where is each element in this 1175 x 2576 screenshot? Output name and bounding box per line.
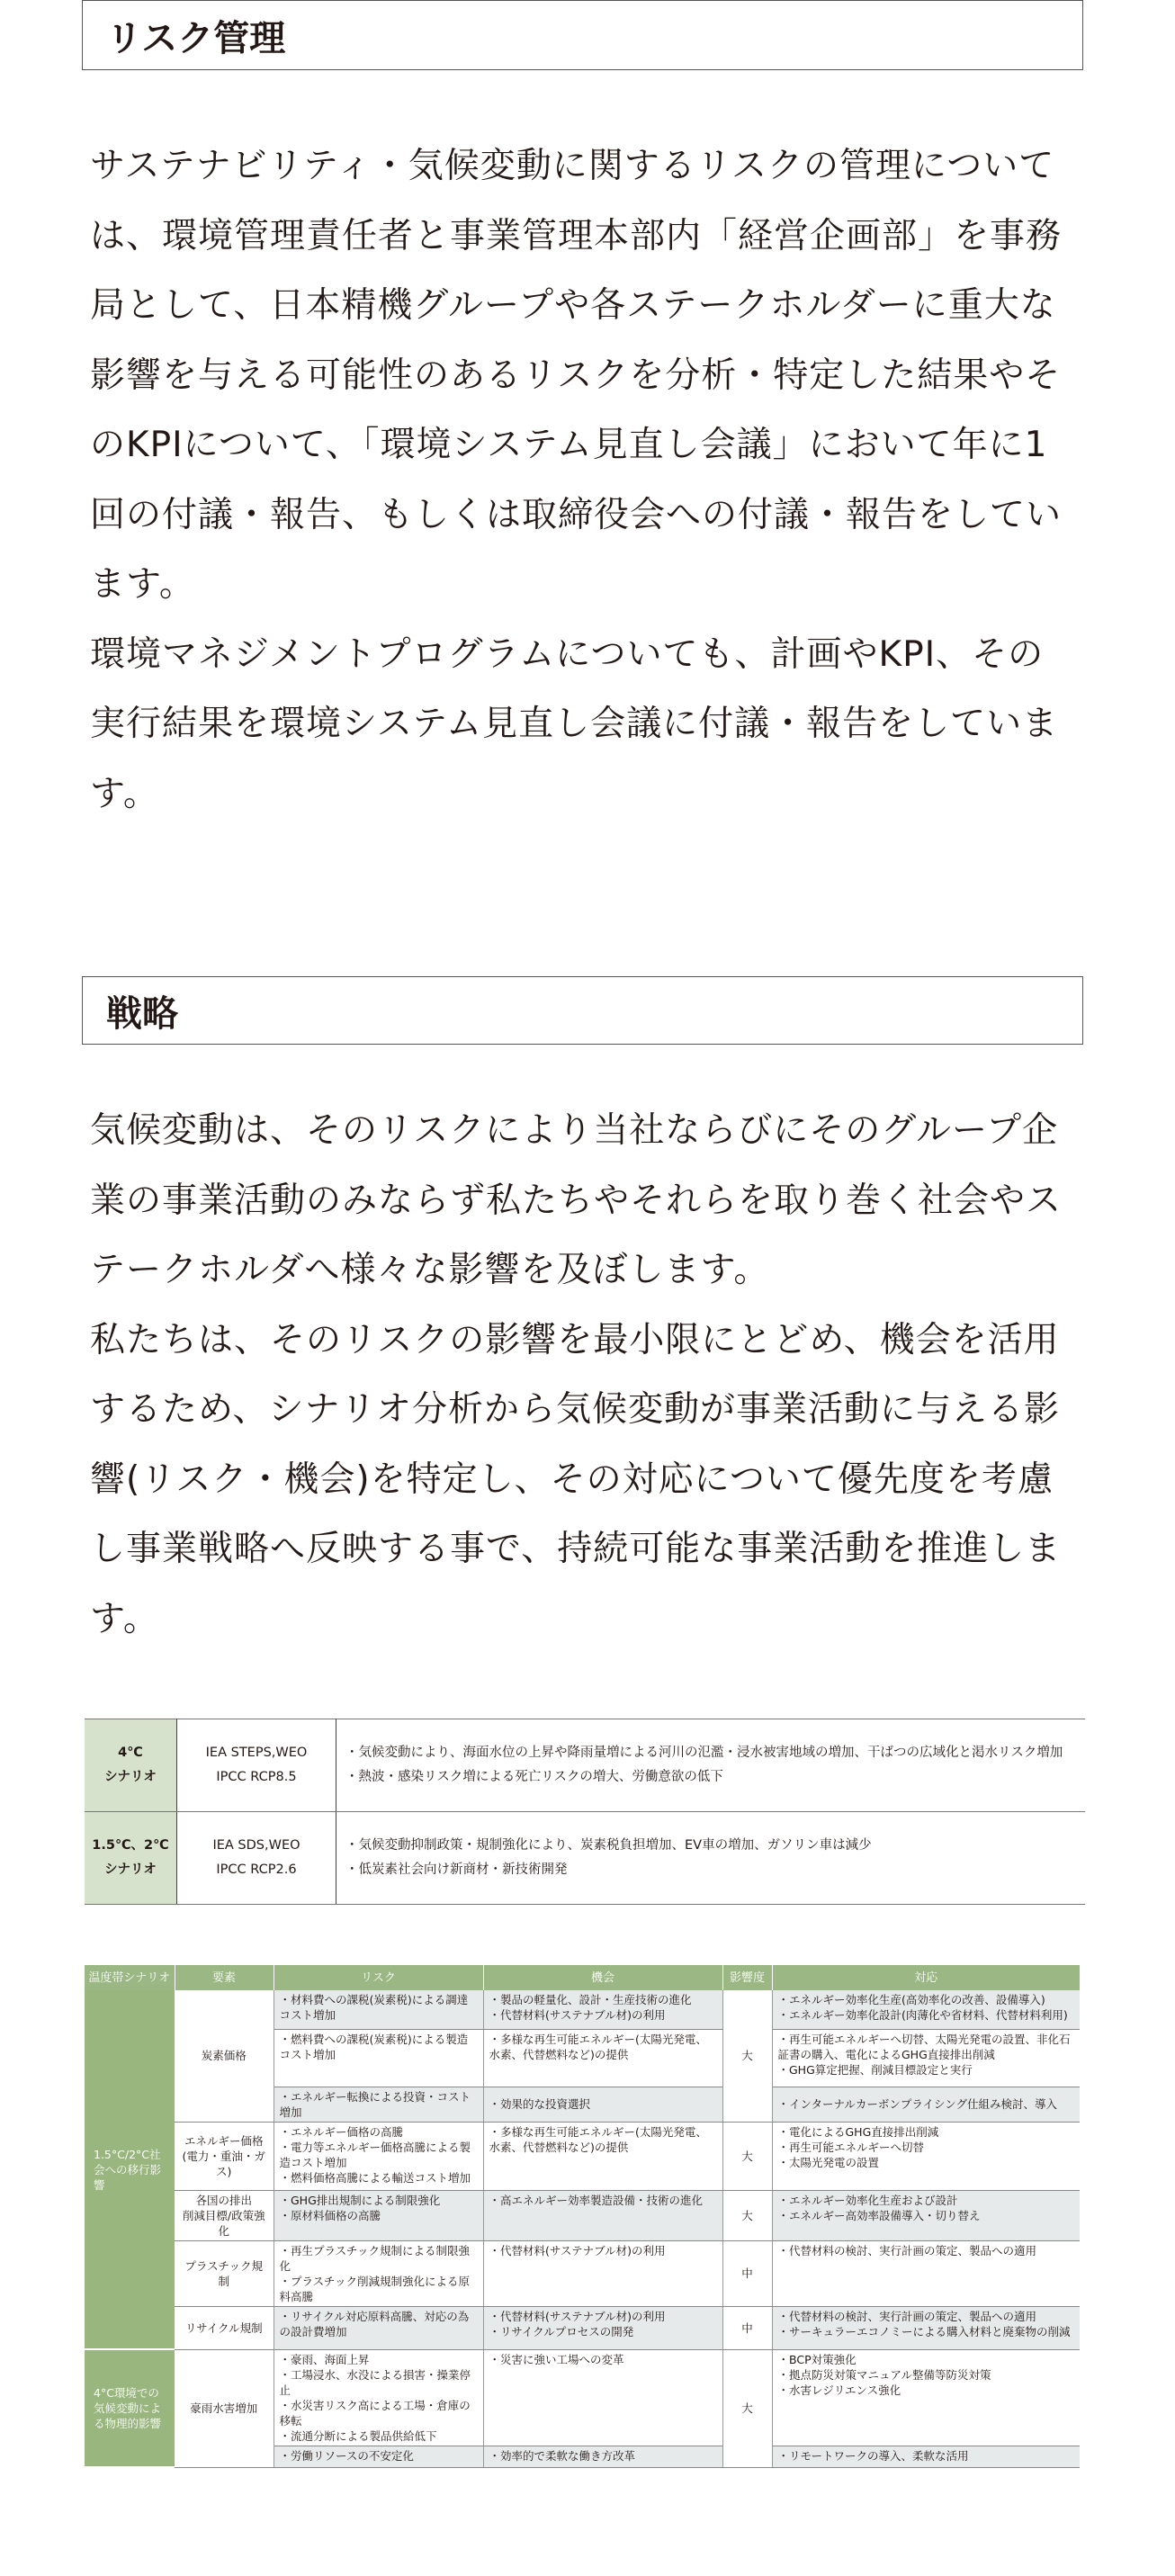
risk-management-body <box>90 131 1071 829</box>
scenario-label: 4℃ <box>118 1746 143 1760</box>
response-cell: ・電化によるGHG直接排出削減 ・再生可能エネルギーへ切替 ・太陽光発電の設置 <box>772 2122 1080 2190</box>
table-header-row <box>85 1965 1080 1990</box>
description-cell <box>336 1719 1086 1812</box>
risk-cell: ・リサイクル対応原料高騰、対応の為の設計費増加 <box>274 2306 483 2349</box>
item: ・熱波・感染リスク増による死亡リスクの増大、労働意欲の低下 <box>345 1770 723 1784</box>
scenario-cell <box>85 1719 177 1812</box>
table-row <box>85 2306 1080 2349</box>
element-cell: エネルギー価格 (電力・重油・ガス) <box>175 2122 274 2190</box>
scenario-table <box>85 1719 1085 1905</box>
table-row <box>85 2122 1080 2190</box>
source: IPCC RCP2.6 <box>216 1862 297 1877</box>
impact-cell: 中 <box>722 2306 772 2349</box>
source: IEA SDS,WEO <box>212 1838 300 1853</box>
risk-cell: ・材料費への課税(炭素税)による調達コスト増加 <box>274 1990 483 2029</box>
description-cell <box>336 1812 1086 1905</box>
table-row <box>85 2240 1080 2306</box>
element-cell: 各国の排出 削減目標/政策強化 <box>175 2190 274 2240</box>
paragraph: 私たちは、そのリスクの影響を最小限にとどめ、機会を活用するため、シナリオ分析から気候変動が事業活動に与える影響(リスク・機会)を特定し、その対応について優先度を考慮し事業戦略へ反映する事で、持続可能な事業活動を推進します。 <box>90 1319 1062 1639</box>
table-row <box>85 1990 1080 2029</box>
opportunity-cell: ・多様な再生可能エネルギー(太陽光発電、水素、代替燃料など)の提供 <box>483 2029 722 2087</box>
risk-cell: ・エネルギー価格の高騰 ・電力等エネルギー価格高騰による製造コスト増加 ・燃料価格高騰による輸送コスト増加 <box>274 2122 483 2190</box>
paragraph: 気候変動は、そのリスクにより当社ならびにそのグループ企業の事業活動のみならず私たちやそれらを取り巻く社会やステークホルダへ様々な影響を及ぼします。 <box>90 1110 1063 1290</box>
risk-cell: ・エネルギー転換による投資・コスト増加 <box>274 2087 483 2122</box>
risk-cell: ・再生プラスチック規制による制限強化 ・プラスチック削減規制強化による原料高騰 <box>274 2240 483 2306</box>
header-cell: 要素 <box>175 1965 274 1990</box>
risk-cell: ・燃料費への課税(炭素税)による製造コスト増加 <box>274 2029 483 2087</box>
risk-cell: ・豪雨、海面上昇 ・工場浸水、水没による損害・操業停止 ・水災害リスク高による工場・倉庫の移転 ・流通分断による製品供給低下 <box>274 2349 483 2446</box>
impact-cell: 大 <box>722 2190 772 2240</box>
element-cell: プラスチック規制 <box>175 2240 274 2306</box>
header-cell: 温度帯シナリオ <box>85 1965 175 1990</box>
item: ・気候変動により、海面水位の上昇や降雨量増による河川の氾濫・浸水被害地域の増加、干ばつの広域化と渇水リスク増加 <box>345 1746 1063 1760</box>
table-row <box>85 1719 1085 1812</box>
response-cell: ・代替材料の検討、実行計画の策定、製品への適用 <box>772 2240 1080 2306</box>
response-cell: ・代替材料の検討、実行計画の策定、製品への適用 ・サーキュラーエコノミーによる購入材料と廃棄物の削減 <box>772 2306 1080 2349</box>
opportunity-cell: ・代替材料(サステナブル材)の利用 <box>483 2240 722 2306</box>
opportunity-cell: ・災害に強い工場への変革 <box>483 2349 722 2446</box>
opportunity-cell: ・多様な再生可能エネルギー(太陽光発電、水素、代替燃料など)の提供 <box>483 2122 722 2190</box>
response-cell: ・リモートワークの導入、柔軟な活用 <box>772 2446 1080 2467</box>
source-cell <box>177 1812 336 1905</box>
element-cell: 炭素価格 <box>175 1990 274 2122</box>
scenario-label: シナリオ <box>104 1770 157 1784</box>
section-heading-strategy <box>82 976 1083 1045</box>
impact-cell: 中 <box>722 2240 772 2306</box>
opportunity-cell: ・高エネルギー効率製造設備・技術の進化 <box>483 2190 722 2240</box>
source: IPCC RCP8.5 <box>216 1770 297 1784</box>
element-cell: 豪雨水害増加 <box>175 2349 274 2467</box>
scenario-label: 1.5℃、2℃ <box>92 1838 169 1853</box>
opportunity-cell: ・効率的で柔軟な働き方改革 <box>483 2446 722 2467</box>
opportunity-cell: ・製品の軽量化、設計・生産技術の進化 ・代替材料(サステナブル材)の利用 <box>483 1990 722 2029</box>
response-cell: ・インターナルカーボンプライシング仕組み検討、導入 <box>772 2087 1080 2122</box>
paragraph: 環境マネジメントプログラムについても、計画やKPI、その実行結果を環境システム見直し会議に付議・報告をしています。 <box>90 633 1059 814</box>
element-cell: リサイクル規制 <box>175 2306 274 2349</box>
paragraph: サステナビリティ・気候変動に関するリスクの管理については、環境管理責任者と事業管理本部内「経営企画部」を事務局として、日本精機グループや各ステークホルダーに重大な影響を与える可能性のあるリスクを分析・特定した結果やそのKPIについて、「環境システム見直し会議」において年に1回の付議・報告、もしくは取締役会への付議・報告をしています。 <box>90 146 1063 605</box>
table-row <box>85 1812 1085 1905</box>
table-row <box>85 2190 1080 2240</box>
source-cell <box>177 1719 336 1812</box>
impact-cell: 大 <box>722 2122 772 2190</box>
impact-cell: 大 <box>722 1990 772 2122</box>
opportunity-cell: ・代替材料(サステナブル材)の利用 ・リサイクルプロセスの開発 <box>483 2306 722 2349</box>
item: ・気候変動抑制政策・規制強化により、炭素税負担増加、EV車の増加、ガソリン車は減少 <box>345 1838 872 1853</box>
response-cell: ・再生可能エネルギーへ切替、太陽光発電の設置、非化石証書の購入、電化によるGHG直接排出削減 ・GHG算定把握、削減目標設定と実行 <box>772 2029 1080 2087</box>
header-cell: リスク <box>274 1965 483 1990</box>
response-cell: ・エネルギー効率化生産(高効率化の改善、設備導入) ・エネルギー効率化設計(肉薄化や省材料、代替材料利用) <box>772 1990 1080 2029</box>
impact-cell: 大 <box>722 2349 772 2467</box>
scenario-cell: 1.5°C/2°C社会への移行影響 <box>85 1990 175 2349</box>
source: IEA STEPS,WEO <box>205 1746 308 1760</box>
scenario-cell: 4°C環境での気候変動による物理的影響 <box>85 2349 175 2467</box>
scenario-cell <box>85 1812 177 1905</box>
section-heading-risk-management <box>82 0 1083 70</box>
scenario-label: シナリオ <box>104 1862 157 1877</box>
table-row <box>85 2349 1080 2446</box>
risk-cell: ・GHG排出規制による制限強化 ・原材料価格の高騰 <box>274 2190 483 2240</box>
item: ・低炭素社会向け新商材・新技術開発 <box>345 1862 568 1877</box>
risk-cell: ・労働リソースの不安定化 <box>274 2446 483 2467</box>
opportunity-cell: ・効果的な投資選択 <box>483 2087 722 2122</box>
header-cell: 影響度 <box>722 1965 772 1990</box>
response-cell: ・エネルギー効率化生産および設計 ・エネルギー高効率設備導入・切り替え <box>772 2190 1080 2240</box>
header-cell: 機会 <box>483 1965 722 1990</box>
response-cell: ・BCP対策強化 ・拠点防災対策マニュアル整備等防災対策 ・水害レジリエンス強化 <box>772 2349 1080 2446</box>
header-cell: 対応 <box>772 1965 1080 1990</box>
strategy-body <box>90 1096 1071 1654</box>
heading-text: 戦略 <box>106 992 178 1035</box>
impact-table <box>85 1965 1080 2468</box>
heading-text: リスク管理 <box>106 17 286 59</box>
